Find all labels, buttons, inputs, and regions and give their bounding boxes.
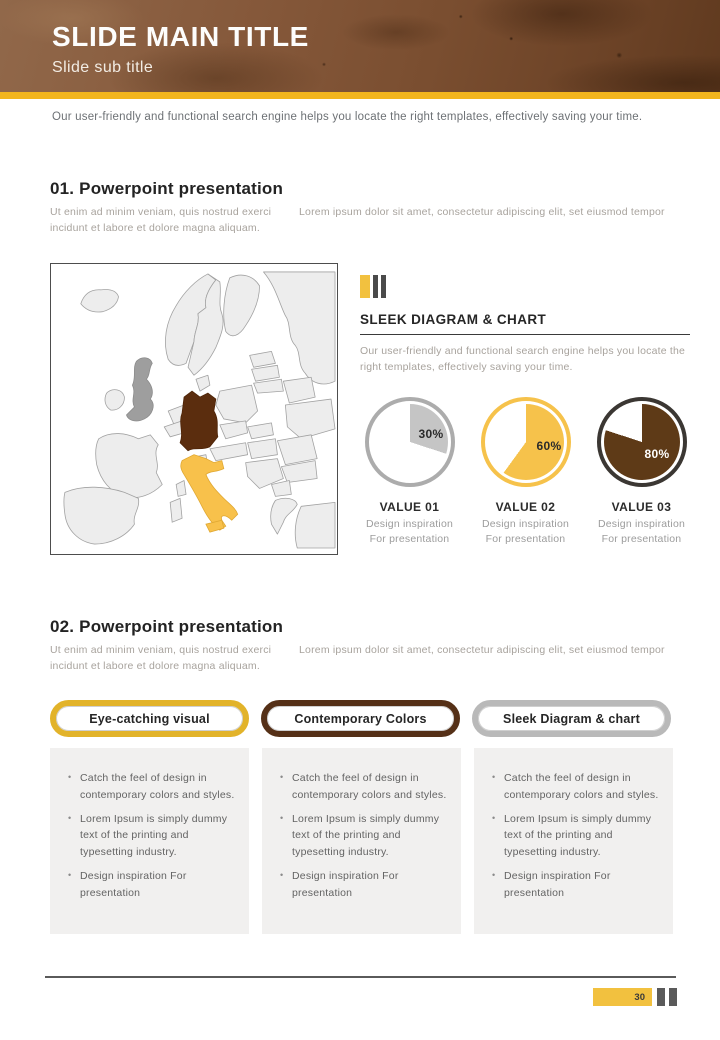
pie-desc-line-1: Design inspiration — [481, 518, 570, 531]
pie-percent-label: 80% — [644, 447, 670, 462]
section-1-heading: 01. Powerpoint presentation — [50, 179, 284, 198]
bullet-list — [66, 770, 235, 902]
section-2-heading: 02. Powerpoint presentation — [50, 616, 284, 636]
list-item: • Catch the feel of design in contemporary colors and styles. — [490, 770, 659, 804]
bullet-box-1 — [50, 748, 249, 934]
pill-sleek-diagram-chart[interactable] — [472, 700, 671, 737]
section-1-body — [50, 204, 672, 237]
section-1-text-right: Lorem ipsum dolor sit amet, consectetur adipiscing elit, set eiusmod tempor — [299, 206, 665, 218]
pie-desc-line-2: For presentation — [485, 532, 566, 545]
page-number-badge: 30 — [593, 988, 652, 1006]
content-row — [50, 263, 720, 555]
pie-value-desc — [476, 517, 575, 546]
list-item: • Design inspiration For presentation — [66, 868, 235, 902]
panel-heading: SLEEK DIAGRAM & CHART — [360, 312, 690, 335]
panel-description: Our user-friendly and functional search engine helps you locate the right templates, effectively saving your time. — [360, 344, 686, 373]
pie-desc-line-2: For presentation — [601, 532, 682, 545]
pie-value-desc — [592, 517, 691, 546]
europe-map-svg — [51, 264, 337, 554]
bars-icon-yellow — [360, 275, 370, 298]
pie-chart-value-02 — [476, 397, 575, 546]
pills-row — [50, 700, 720, 737]
intro-text: Our user-friendly and functional search engine helps you locate the right templates, effectively saving your time. — [52, 111, 643, 123]
list-item: • Catch the feel of design in contemporary colors and styles. — [66, 770, 235, 804]
bars-icon-dark-2 — [381, 275, 386, 298]
pie-slice-80 — [604, 404, 680, 480]
map-sicily — [206, 520, 224, 532]
map-country-uk — [126, 357, 153, 420]
pie-circle-80 — [597, 397, 687, 487]
page-subtitle: Slide sub title — [52, 58, 154, 76]
list-item: • Lorem Ipsum is simply dummy text of the printing and typesetting industry. — [490, 811, 659, 861]
map-country-italy — [181, 454, 238, 529]
footer-widgets — [593, 988, 677, 1006]
footer-divider — [45, 976, 676, 978]
pill-label: Sleek Diagram & chart — [503, 711, 640, 726]
pie-charts-row — [360, 397, 690, 546]
pie-circle-60 — [481, 397, 571, 487]
pie-value-desc — [360, 517, 459, 546]
footer-bar-1 — [657, 988, 665, 1006]
bars-icon-dark-1 — [373, 275, 378, 298]
accent-divider — [0, 92, 720, 99]
header-banner — [0, 0, 720, 92]
bullet-list — [490, 770, 659, 902]
bullet-box-2 — [262, 748, 461, 934]
bars-icon — [360, 275, 690, 298]
pie-percent-label: 60% — [536, 439, 562, 454]
list-item: • Lorem Ipsum is simply dummy text of the printing and typesetting industry. — [278, 811, 447, 861]
pill-eye-catching-visual[interactable] — [50, 700, 249, 737]
pie-desc-line-1: Design inspiration — [365, 518, 454, 531]
pie-percent-label: 30% — [418, 427, 444, 442]
pill-label: Eye-catching visual — [89, 711, 210, 726]
bullet-box-3 — [474, 748, 673, 934]
pie-slice-30 — [372, 404, 448, 480]
section-2-text-left: Ut enim ad minim veniam, quis nostrud exerci incidunt et labore et dolore magna aliquam. — [50, 643, 272, 672]
list-item: • Design inspiration For presentation — [490, 868, 659, 902]
footer-bars-icon — [657, 988, 677, 1006]
section-2-body — [50, 642, 672, 675]
bullet-boxes-row — [50, 748, 720, 934]
footer-bar-2 — [669, 988, 677, 1006]
pie-desc-line-1: Design inspiration — [597, 518, 686, 531]
europe-map — [50, 263, 338, 555]
pie-desc-line-2: For presentation — [369, 532, 450, 545]
section-2-text-right: Lorem ipsum dolor sit amet, consectetur adipiscing elit, set eiusmod tempor — [299, 643, 665, 656]
pie-value-name: VALUE 02 — [495, 500, 556, 515]
list-item: • Design inspiration For presentation — [278, 868, 447, 902]
pie-value-name: VALUE 01 — [379, 500, 440, 515]
diagram-panel — [360, 263, 690, 555]
pie-circle-30 — [365, 397, 455, 487]
bullet-list — [278, 770, 447, 902]
pie-chart-value-03 — [592, 397, 691, 546]
list-item: • Catch the feel of design in contemporary colors and styles. — [278, 770, 447, 804]
map-country-germany — [180, 391, 218, 451]
pie-value-name: VALUE 03 — [611, 500, 672, 515]
pill-contemporary-colors[interactable] — [261, 700, 460, 737]
pie-chart-value-01 — [360, 397, 459, 546]
page-title: SLIDE MAIN TITLE — [52, 21, 309, 52]
section-1-text-left: Ut enim ad minim veniam, quis nostrud exerci incidunt et labore et dolore magna aliquam. — [50, 206, 272, 235]
pill-label: Contemporary Colors — [294, 711, 427, 726]
map-sardinia — [170, 498, 182, 522]
list-item: • Lorem Ipsum is simply dummy text of the printing and typesetting industry. — [66, 811, 235, 861]
